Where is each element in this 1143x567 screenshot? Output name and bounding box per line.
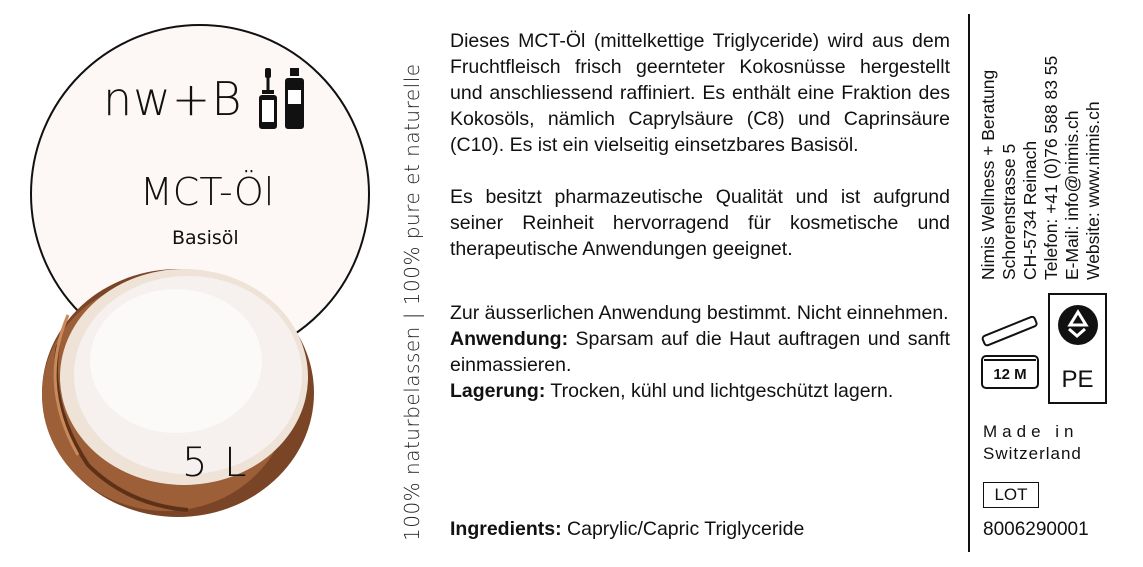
ingredients-text: Caprylic/Capric Triglyceride bbox=[567, 518, 805, 540]
brand-logo bbox=[103, 72, 242, 126]
origin-label bbox=[983, 421, 1113, 465]
open-jar-icon bbox=[976, 312, 1044, 392]
usage-warning: Zur äusserlichen Anwendung bestimmt. Nicht einnehmen. bbox=[450, 302, 949, 324]
vertical-slogan: 100% naturbelassen | 100% pure et naturelle bbox=[400, 63, 424, 541]
description-paragraph-2: Es besitzt pharmazeutische Qualität und ist aufgrund seiner Reinheit hervorragend für kosmetische und therapeutische Anwendungen geeignet. bbox=[450, 186, 950, 260]
vertical-divider bbox=[968, 14, 970, 552]
email-address: E-Mail: info@nimis.ch bbox=[1062, 110, 1082, 280]
city-address: CH-5734 Reinach bbox=[1020, 140, 1040, 280]
recycling-symbol-box bbox=[1048, 293, 1107, 404]
usage-label: Anwendung: bbox=[450, 328, 569, 350]
recycling-icon bbox=[1051, 301, 1106, 353]
storage-text: Trocken, kühl und lichtgeschützt lagern. bbox=[550, 380, 894, 402]
bottle-icons bbox=[245, 68, 315, 137]
contact-block bbox=[978, 56, 1104, 280]
storage-instructions bbox=[450, 378, 950, 404]
description-paragraph-1: Dieses MCT-Öl (mittelkettige Triglyceride) wird aus dem Fruchtfleisch frisch geernteter Kokosnüsse hergestellt und anschliessend raffiniert. Es enthält eine Fraktion des Kokosöls, nämlich Caprylsäure (C8) und Caprinsäure (C10). Es ist ein vielseitig einsetzbares Basisöl. bbox=[450, 30, 950, 156]
origin-line-2: Switzerland bbox=[983, 444, 1082, 463]
phone-number: Telefon: +41 (0)76 588 83 55 bbox=[1041, 55, 1061, 280]
storage-label: Lagerung: bbox=[450, 380, 546, 402]
material-code: PE bbox=[1061, 366, 1094, 393]
usage-text: Sparsam auf die Haut auftragen und sanft einmassieren. bbox=[450, 328, 950, 376]
ingredients-label: Ingredients: bbox=[450, 518, 562, 540]
dropper-bottle-icon bbox=[245, 68, 315, 132]
company-name: Nimis Wellness + Beratung bbox=[978, 69, 998, 280]
brand-logo-text: nw+B bbox=[103, 72, 243, 126]
product-volume: 5 L bbox=[182, 440, 249, 486]
ingredients-line bbox=[450, 518, 804, 541]
coconut-image bbox=[28, 255, 318, 525]
product-number: 8006290001 bbox=[983, 519, 1089, 540]
street-address: Schorenstrasse 5 bbox=[999, 143, 1019, 280]
coconut-half-icon bbox=[28, 255, 318, 520]
origin-line-1: Made in bbox=[983, 422, 1079, 441]
website-address: Website: www.nimis.ch bbox=[1083, 101, 1103, 280]
lot-box: LOT bbox=[983, 482, 1039, 508]
product-subtitle: Basisöl bbox=[172, 227, 239, 249]
usage-instructions bbox=[450, 326, 950, 378]
product-description bbox=[450, 28, 950, 404]
pao-symbol bbox=[976, 312, 1044, 397]
pao-text: 12 M bbox=[993, 366, 1027, 383]
product-name: MCT-Öl bbox=[140, 170, 275, 214]
